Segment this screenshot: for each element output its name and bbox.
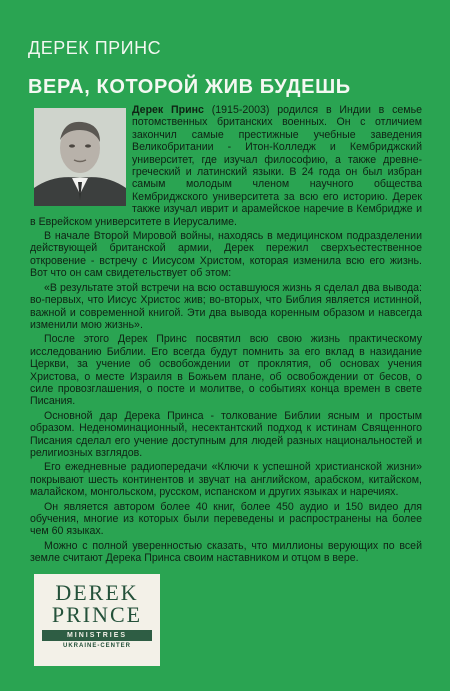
bio-quote: «В результате этой встречи на всю оставшуюся жизнь я сделал два вывода: во-первых, что Иисус Христос жив; во-вторых, что Библия является истинной, важной и современной книгой. Эти два вывода коренным образом и навсегда изменили мою жизнь». [30,281,422,331]
bio-paragraph-1: Дерек Принс (1915-2003) родился в Индии в семье потомственных британских военных. Он с отличием закончил самые престижные учебные заведения Великобритании - Итон-Колледж и Кембриджский университет, где изучал философию, а также древне-греческий и латинский языки. В 24 года он был избран самым молодым членом научного общества Кембриджского университета за всю его историю. Дерек также изучал иврит и арамейское наречие в Кембридже и в Еврейском университете в Иерусалиме. [30,104,422,228]
book-title: ВЕРА, КОТОРОЙ ЖИВ БУДЕШЬ [28,76,351,98]
bio-paragraph-8: Можно с полной уверенностью сказать, что миллионы верующих по всей земле считают Дерека Принса своим наставником и отцом в вере. [30,539,422,565]
bio-author-name: Дерек Принс [132,104,204,116]
bio-paragraph-2: В начале Второй Мировой войны, находясь в медицинском подразделении действующей британской армии, Дерек пережил сверхъестественное откровение - встречу с Иисусом Христом, которая изменила всю его жизнь. Вот что он сам свидетельствует об этом: [30,230,422,280]
bio-paragraph-4: После этого Дерек Принс посвятил всю свою жизнь практическому исследованию Библии. Его всегда будут помнить за его вклад в назидание Церкви, за учение об освобождении от проклятия, об основах учения Христова, о месте Израиля в Божьем плане, об освобождении от бесов, о силе провозглашения, о посте и молитве, о событиях конца времен в свете Писания. [30,333,422,408]
biography-text [30,104,422,567]
bio-paragraph-6: Его ежедневные радиопередачи «Ключи к успешной христианской жизни» покрывают шесть континентов и звучат на английском, арабском, китайском, малайском, монгольском, русском, испанском и других языках и наречиях. [30,461,422,499]
bio-paragraph-7: Он является автором более 40 книг, более 450 аудио и 150 видео для обучения, многие из которых были переведены и распространены на более чем 60 языках. [30,500,422,538]
bio-paragraph-5: Основной дар Дерека Принса - толкование Библии ясным и простым образом. Неденоминационный, несектантский подход к истинам Священного Писания сделал его учение доступным для людей разных национальностей и религиозных взглядов. [30,409,422,459]
author-name-header: ДЕРЕК ПРИНС [28,38,162,58]
derek-prince-ministries-logo: DEREK PRINCE MINISTRIES UKRAINE-CENTER [34,574,160,666]
